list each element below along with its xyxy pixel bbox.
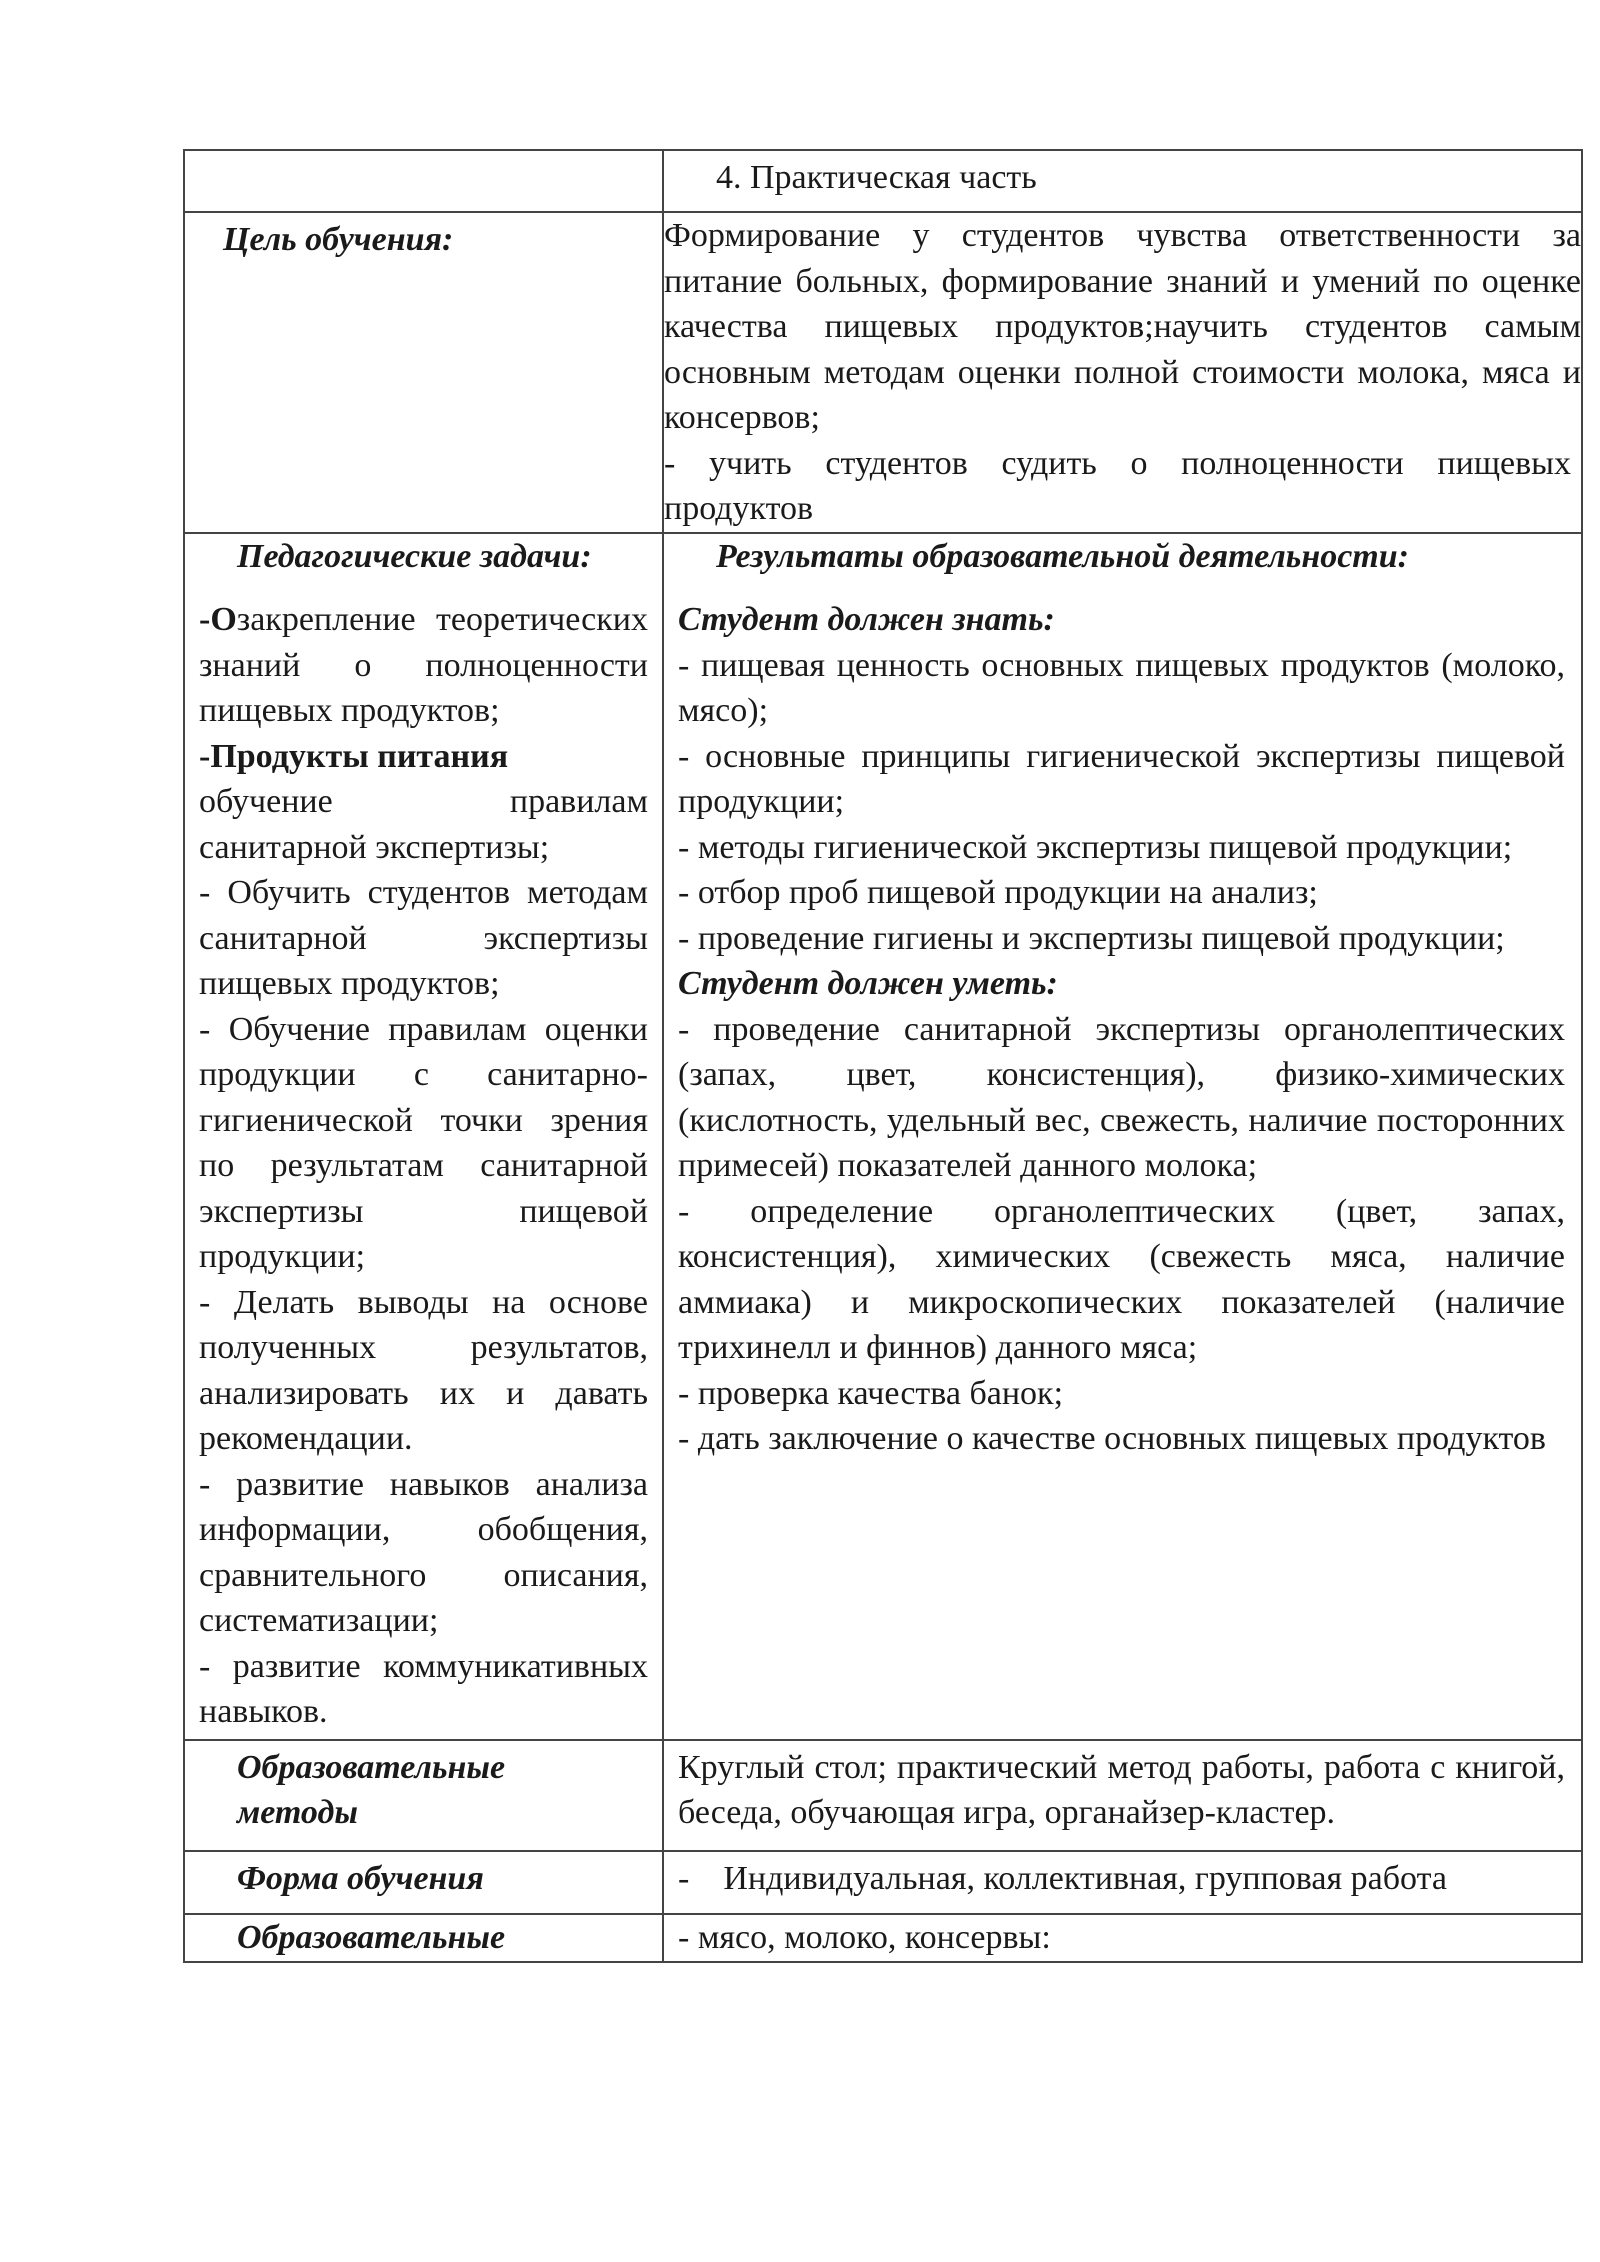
task-item-bold-prefix: -Продукты питания: [199, 737, 509, 775]
result-item: - определение органолептических (цвет, запах, консистенция), химических (свежесть мяса, наличие аммиака) и микроскопических показателей (наличие трихинелл и финнов) данного мяса;: [678, 1192, 1565, 1366]
know-title: Студент должен знать:: [678, 601, 1055, 638]
result-item: - проведение гигиены и экспертизы пищевой продукции;: [678, 919, 1505, 957]
result-item: - пищевая ценность основных пищевых продуктов (молоко, мясо);: [678, 646, 1565, 729]
task-item-text: - развитие коммуникативных навыков.: [199, 1647, 648, 1730]
resources-text-cell: [663, 1914, 1582, 1962]
form-text-cell: [663, 1851, 1582, 1915]
task-item: [199, 734, 648, 871]
resources-text: - мясо, молоко, консервы:: [678, 1919, 1051, 1956]
title-row: [184, 150, 1582, 212]
lesson-plan-table: [183, 149, 1583, 1963]
methods-label-cell: [184, 1740, 663, 1851]
know-list: [678, 643, 1565, 962]
methods-row: [184, 1740, 1582, 1851]
goal-label-cell: [184, 212, 663, 533]
results-header-text: Результаты образовательной деятельности:: [716, 537, 1409, 575]
task-item-text: - Обучение правилам оценки продукции с санитарно-гигиенической точки зрения по результатам санитарной экспертизы пищевой продукции;: [199, 1010, 648, 1275]
goal-text: Формирование у студентов чувства ответственности за питание больных, формирование знаний и умений по оценке качества пищевых продуктов;научить студентов самым основным методам оценки полной стоимости молока, мяса и консервов;: [664, 217, 1581, 436]
task-item: [199, 597, 648, 734]
methods-label-line2: методы: [237, 1794, 358, 1831]
tasks-header: [199, 534, 648, 580]
task-item-text: - Делать выводы на основе полученных результатов, анализировать их и давать рекомендации.: [199, 1283, 648, 1457]
form-text: - Индивидуальная, коллективная, групповая работа: [678, 1859, 1447, 1897]
task-item: [199, 1462, 648, 1644]
result-item: - проверка качества банок;: [678, 1374, 1064, 1412]
task-item-text: - развитие навыков анализа информации, обобщения, сравнительного описания, систематизации;: [199, 1465, 648, 1639]
form-label-cell: [184, 1851, 663, 1915]
methods-text-cell: [663, 1740, 1582, 1851]
task-item: [199, 870, 648, 1007]
tasks-cell: [184, 533, 663, 1740]
can-title: Студент должен уметь:: [678, 965, 1058, 1002]
result-item: - отбор проб пищевой продукции на анализ;: [678, 874, 1318, 911]
task-item: [199, 1644, 648, 1735]
title-empty-cell: [184, 150, 663, 212]
resources-label-cell: [184, 1914, 663, 1962]
task-item: [199, 1007, 648, 1280]
results-header: [678, 534, 1565, 580]
task-item-text: обучение правилам санитарной экспертизы;: [199, 783, 648, 866]
goal-text-2: - учить студентов судить о полноценности пищевых продуктов: [664, 444, 1571, 527]
tasks-results-row: [184, 533, 1582, 1740]
task-item-bold-prefix: -О: [199, 601, 237, 638]
section-title: 4. Практическая часть: [716, 159, 1037, 196]
form-label: Форма обучения: [237, 1859, 484, 1897]
methods-text: Круглый стол; практический метод работы, работа с книгой, беседа, обучающая игра, органайзер-кластер.: [678, 1748, 1565, 1831]
goal-label: Цель обучения:: [223, 221, 454, 258]
task-item: [199, 1280, 648, 1462]
tasks-header-text: Педагогические задачи:: [237, 537, 592, 575]
spacer: [678, 579, 1565, 597]
title-cell: [663, 150, 1582, 212]
resources-label: Образовательные: [237, 1919, 506, 1956]
result-item: - основные принципы гигиенической экспертизы пищевой продукции;: [678, 737, 1565, 820]
goal-text-cell: [663, 212, 1582, 533]
task-item-text: - Обучить студентов методам санитарной экспертизы пищевых продуктов;: [199, 874, 648, 1002]
form-row: [184, 1851, 1582, 1915]
resources-row: [184, 1914, 1582, 1962]
result-item: - проведение санитарной экспертизы органолептических (запах, цвет, консистенция), физико-химических (кислотность, удельный вес, свежесть, наличие посторонних примесей) показателей данного молока;: [678, 1010, 1565, 1184]
task-item-text: закрепление теоретических знаний о полноценности пищевых продуктов;: [199, 601, 648, 729]
tasks-list: [199, 597, 648, 1735]
result-item: - дать заключение о качестве основных пищевых продуктов: [678, 1420, 1546, 1457]
goal-row: [184, 212, 1582, 533]
result-item: - методы гигиенической экспертизы пищевой продукции;: [678, 828, 1513, 866]
results-cell: [663, 533, 1582, 1740]
methods-label-line1: Образовательные: [237, 1748, 506, 1786]
spacer: [199, 579, 648, 597]
can-list: [678, 1007, 1565, 1462]
